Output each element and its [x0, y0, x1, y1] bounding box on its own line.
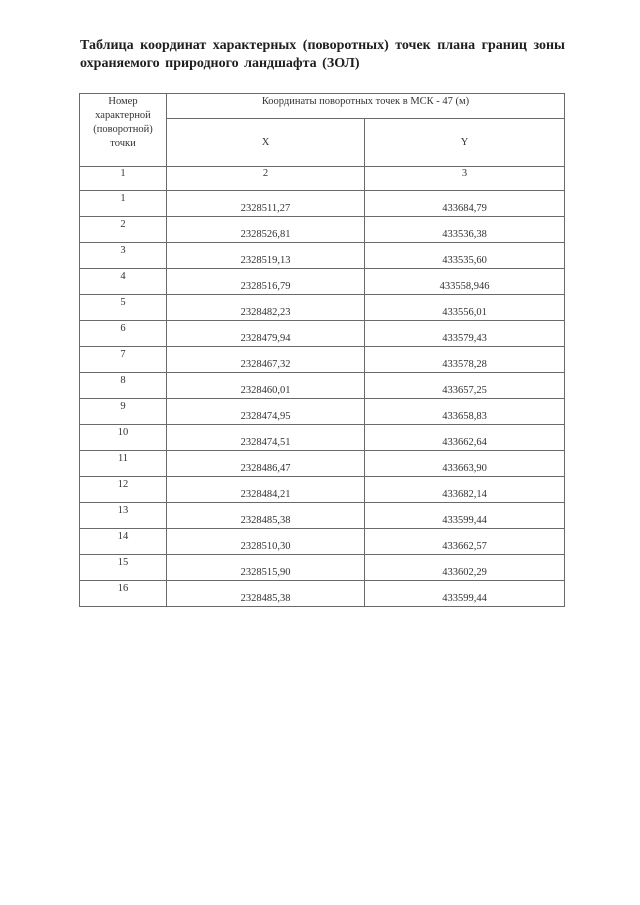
x-coordinate-cell: 2328484,21 — [167, 477, 365, 503]
y-coordinate-cell: 433599,44 — [365, 581, 565, 607]
y-coordinate-cell: 433536,38 — [365, 217, 565, 243]
y-coordinate-cell: 433663,90 — [365, 451, 565, 477]
y-coordinate-cell: 433556,01 — [365, 295, 565, 321]
x-coordinate-cell: 2328516,79 — [167, 269, 365, 295]
y-coordinate-cell: 433658,83 — [365, 399, 565, 425]
x-coordinate-cell: 2328519,13 — [167, 243, 365, 269]
y-coordinate-cell: 433535,60 — [365, 243, 565, 269]
x-coordinate-cell: 2328510,30 — [167, 529, 365, 555]
y-coordinate-cell: 433684,79 — [365, 191, 565, 217]
y-coordinate-cell: 433662,64 — [365, 425, 565, 451]
x-coordinate-cell: 2328515,90 — [167, 555, 365, 581]
y-coordinate-cell: 433558,946 — [365, 269, 565, 295]
table-row — [80, 503, 565, 529]
x-coordinate-cell: 2328485,38 — [167, 581, 365, 607]
x-coordinate-cell: 2328474,95 — [167, 399, 365, 425]
x-coordinate-cell: 2328460,01 — [167, 373, 365, 399]
header-coordinates-group: Координаты поворотных точек в МСК - 47 (м) — [167, 94, 565, 119]
point-number-cell: 11 — [80, 451, 167, 477]
x-coordinate-cell: 2328526,81 — [167, 217, 365, 243]
y-coordinate-cell: 433599,44 — [365, 503, 565, 529]
x-coordinate-cell: 2328474,51 — [167, 425, 365, 451]
coordinates-table — [79, 93, 565, 607]
header-point-number: Номер характерной (поворотной) точки — [80, 94, 167, 167]
table-row — [80, 529, 565, 555]
table-row — [80, 581, 565, 607]
x-coordinate-cell: 2328511,27 — [167, 191, 365, 217]
y-coordinate-cell: 433602,29 — [365, 555, 565, 581]
point-number-cell: 14 — [80, 529, 167, 555]
table-row — [80, 321, 565, 347]
table-row — [80, 347, 565, 373]
y-coordinate-cell: 433657,25 — [365, 373, 565, 399]
table-row — [80, 295, 565, 321]
y-coordinate-cell: 433682,14 — [365, 477, 565, 503]
page-title: Таблица координат характерных (поворотных) точек плана границ зоны охраняемого природного ландшафта (ЗОЛ) — [80, 38, 565, 71]
table-row — [80, 451, 565, 477]
point-number-cell: 6 — [80, 321, 167, 347]
column-index-3: 3 — [365, 167, 565, 191]
point-number-cell: 12 — [80, 477, 167, 503]
table-row — [80, 191, 565, 217]
table-row — [80, 425, 565, 451]
point-number-cell: 9 — [80, 399, 167, 425]
point-number-cell: 10 — [80, 425, 167, 451]
header-x: X — [167, 119, 365, 167]
point-number-cell: 1 — [80, 191, 167, 217]
x-coordinate-cell: 2328467,32 — [167, 347, 365, 373]
point-number-cell: 2 — [80, 217, 167, 243]
table-row — [80, 269, 565, 295]
table-row — [80, 373, 565, 399]
x-coordinate-cell: 2328479,94 — [167, 321, 365, 347]
point-number-cell: 8 — [80, 373, 167, 399]
y-coordinate-cell: 433579,43 — [365, 321, 565, 347]
x-coordinate-cell: 2328485,38 — [167, 503, 365, 529]
point-number-cell: 4 — [80, 269, 167, 295]
table-row — [80, 555, 565, 581]
table-row — [80, 477, 565, 503]
table-row — [80, 399, 565, 425]
header-row — [80, 94, 565, 119]
point-number-cell: 16 — [80, 581, 167, 607]
y-coordinate-cell: 433578,28 — [365, 347, 565, 373]
table-row — [80, 217, 565, 243]
point-number-cell: 7 — [80, 347, 167, 373]
point-number-cell: 3 — [80, 243, 167, 269]
x-coordinate-cell: 2328486,47 — [167, 451, 365, 477]
table-row — [80, 243, 565, 269]
header-y: Y — [365, 119, 565, 167]
x-coordinate-cell: 2328482,23 — [167, 295, 365, 321]
point-number-cell: 5 — [80, 295, 167, 321]
y-coordinate-cell: 433662,57 — [365, 529, 565, 555]
column-index-2: 2 — [167, 167, 365, 191]
column-index-1: 1 — [80, 167, 167, 191]
column-index-row — [80, 167, 565, 191]
point-number-cell: 15 — [80, 555, 167, 581]
point-number-cell: 13 — [80, 503, 167, 529]
